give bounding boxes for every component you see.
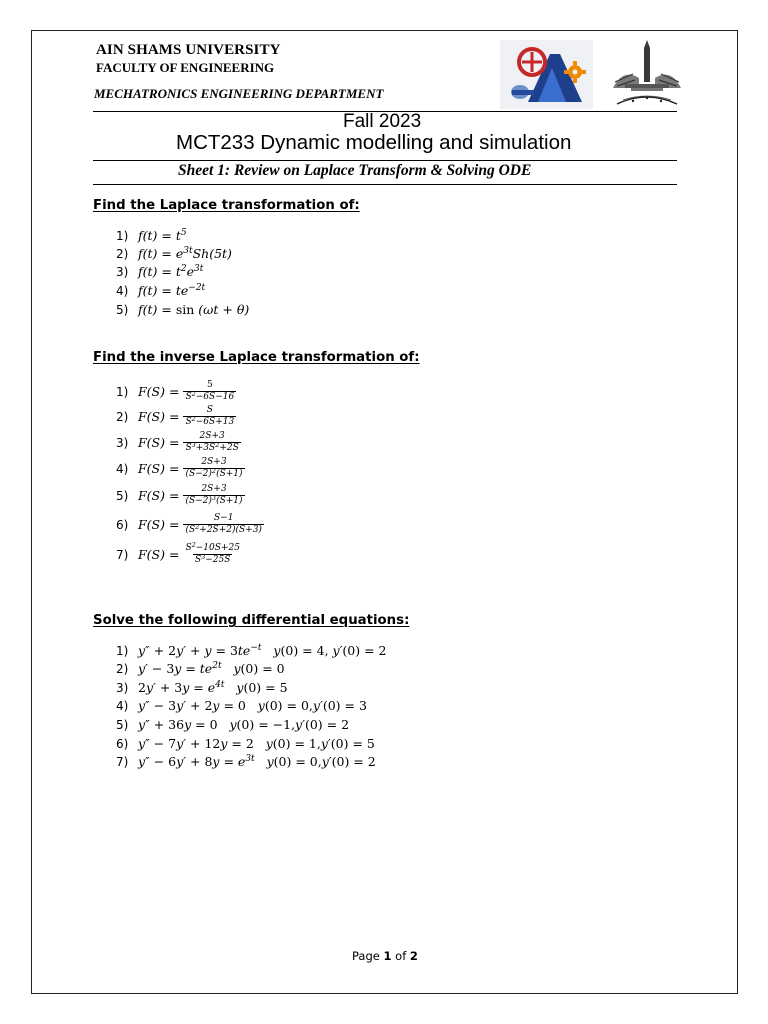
ode-heading: Solve the following differential equations:: [93, 613, 410, 628]
ode-expression: y″ − 3y′ + 2y = 0 y(0) = 0,y′(0) = 3: [138, 698, 367, 713]
ode-item: [116, 736, 375, 751]
fraction: $\frac{S-1}{(S^2+2S+2)(S+3)}$: [185, 513, 262, 535]
inverse-heading: Find the inverse Laplace transformation of:: [93, 350, 420, 365]
item-number: 2): [116, 409, 129, 424]
inverse-expression: F(S) =: [138, 384, 180, 399]
department-name: MECHATRONICS ENGINEERING DEPARTMENT: [94, 86, 384, 101]
inverse-expression: F(S) =: [138, 435, 180, 450]
page-prefix: Page: [352, 949, 384, 963]
university-name: AIN SHAMS UNIVERSITY: [96, 42, 281, 58]
item-number: 4): [116, 698, 129, 713]
laplace-heading: Find the Laplace transformation of:: [93, 198, 360, 213]
item-number: 2): [116, 246, 129, 261]
term-label: Fall 2023: [343, 111, 422, 132]
inverse-item: [116, 457, 245, 480]
inverse-item: [116, 431, 241, 454]
page-total: 2: [409, 949, 418, 963]
item-number: 7): [116, 547, 129, 562]
laplace-item: [116, 302, 249, 317]
ode-item: [116, 754, 376, 769]
ode-expression: $y'' - 6y' + 8y = e^{3t}$ y(0) = 0,y′(0) = 2: [138, 754, 376, 769]
item-number: 3): [116, 680, 129, 695]
university-emblem: [603, 38, 691, 110]
ode-item: [116, 717, 349, 732]
fraction: $\frac{S}{S^2-6S+13}$: [185, 405, 235, 427]
laplace-expression: $f(t) = e^{3t}Sh(5t)$: [138, 246, 232, 261]
item-number: 3): [116, 435, 129, 450]
header-rule-bottom: [93, 184, 677, 185]
laplace-expression: $f(t) = t^5$: [138, 228, 187, 243]
item-number: 4): [116, 461, 129, 476]
item-number: 5): [116, 302, 129, 317]
ode-expression: $y' - 3y = te^{2t}$ y(0) = 0: [138, 661, 285, 676]
inverse-expression: F(S) =: [138, 517, 180, 532]
laplace-item: [116, 246, 232, 261]
inverse-item: [116, 405, 236, 428]
page-of: of: [391, 949, 410, 963]
inverse-expression: F(S) =: [138, 547, 180, 562]
page-number: [352, 949, 418, 963]
item-number: 5): [116, 717, 129, 732]
item-number: 6): [116, 517, 129, 532]
sheet-title: Sheet 1: Review on Laplace Transform & Solving ODE: [178, 162, 532, 179]
item-number: 1): [116, 228, 129, 243]
item-number: 1): [116, 384, 129, 399]
laplace-expression: f(t) = sin (ωt + θ): [138, 302, 250, 317]
fraction: $\frac{5}{S^2-6S-16}$: [185, 380, 235, 402]
inverse-expression: F(S) =: [138, 461, 180, 476]
item-number: 7): [116, 754, 129, 769]
item-number: 3): [116, 264, 129, 279]
inverse-item: [116, 513, 264, 536]
laplace-expression: $f(t) = t^2e^{3t}$: [138, 264, 204, 279]
page-current: 1: [383, 949, 392, 963]
fraction: $\frac{2S+3}{S^3+3S^2+2S}$: [185, 431, 239, 453]
header-rule-mid: [93, 160, 677, 161]
fraction: $\frac{S^2-10S+25}{S^3-25S}$: [185, 541, 240, 565]
ode-item: [116, 698, 367, 713]
inverse-expression: F(S) =: [138, 488, 180, 503]
ode-item: [116, 680, 288, 695]
inverse-item: [116, 380, 236, 403]
item-number: 5): [116, 488, 129, 503]
laplace-expression: $f(t) = te^{-2t}$: [138, 283, 206, 298]
laplace-item: [116, 283, 205, 298]
ode-item: [116, 643, 387, 658]
ode-expression: y″ − 7y′ + 12y = 2 y(0) = 1,y′(0) = 5: [138, 736, 375, 751]
item-number: 1): [116, 643, 129, 658]
faculty-name: FACULTY OF ENGINEERING: [96, 60, 275, 75]
item-number: 2): [116, 661, 129, 676]
item-number: 4): [116, 283, 129, 298]
fraction: $\frac{2S+3}{(S-2)^2(S+1)}$: [185, 457, 243, 479]
course-title: MCT233 Dynamic modelling and simulation: [176, 131, 572, 154]
fraction: $\frac{2S+3}{(S-2)^3(S+1)}$: [185, 484, 243, 506]
item-number: 6): [116, 736, 129, 751]
ode-item: [116, 661, 285, 676]
ode-expression: $y'' + 2y' + y = 3te^{-t}$ y(0) = 4, y′(0) = 2: [138, 643, 387, 658]
laplace-item: [116, 264, 203, 279]
ode-expression: y″ + 36y = 0 y(0) = −1,y′(0) = 2: [138, 717, 350, 732]
inverse-expression: F(S) =: [138, 409, 180, 424]
ode-expression: $2y' + 3y = e^{4t}$ y(0) = 5: [138, 680, 288, 695]
laplace-item: [116, 228, 187, 243]
mechatronics-logo: [500, 40, 593, 109]
inverse-item: [116, 484, 245, 507]
inverse-item: [116, 543, 242, 566]
